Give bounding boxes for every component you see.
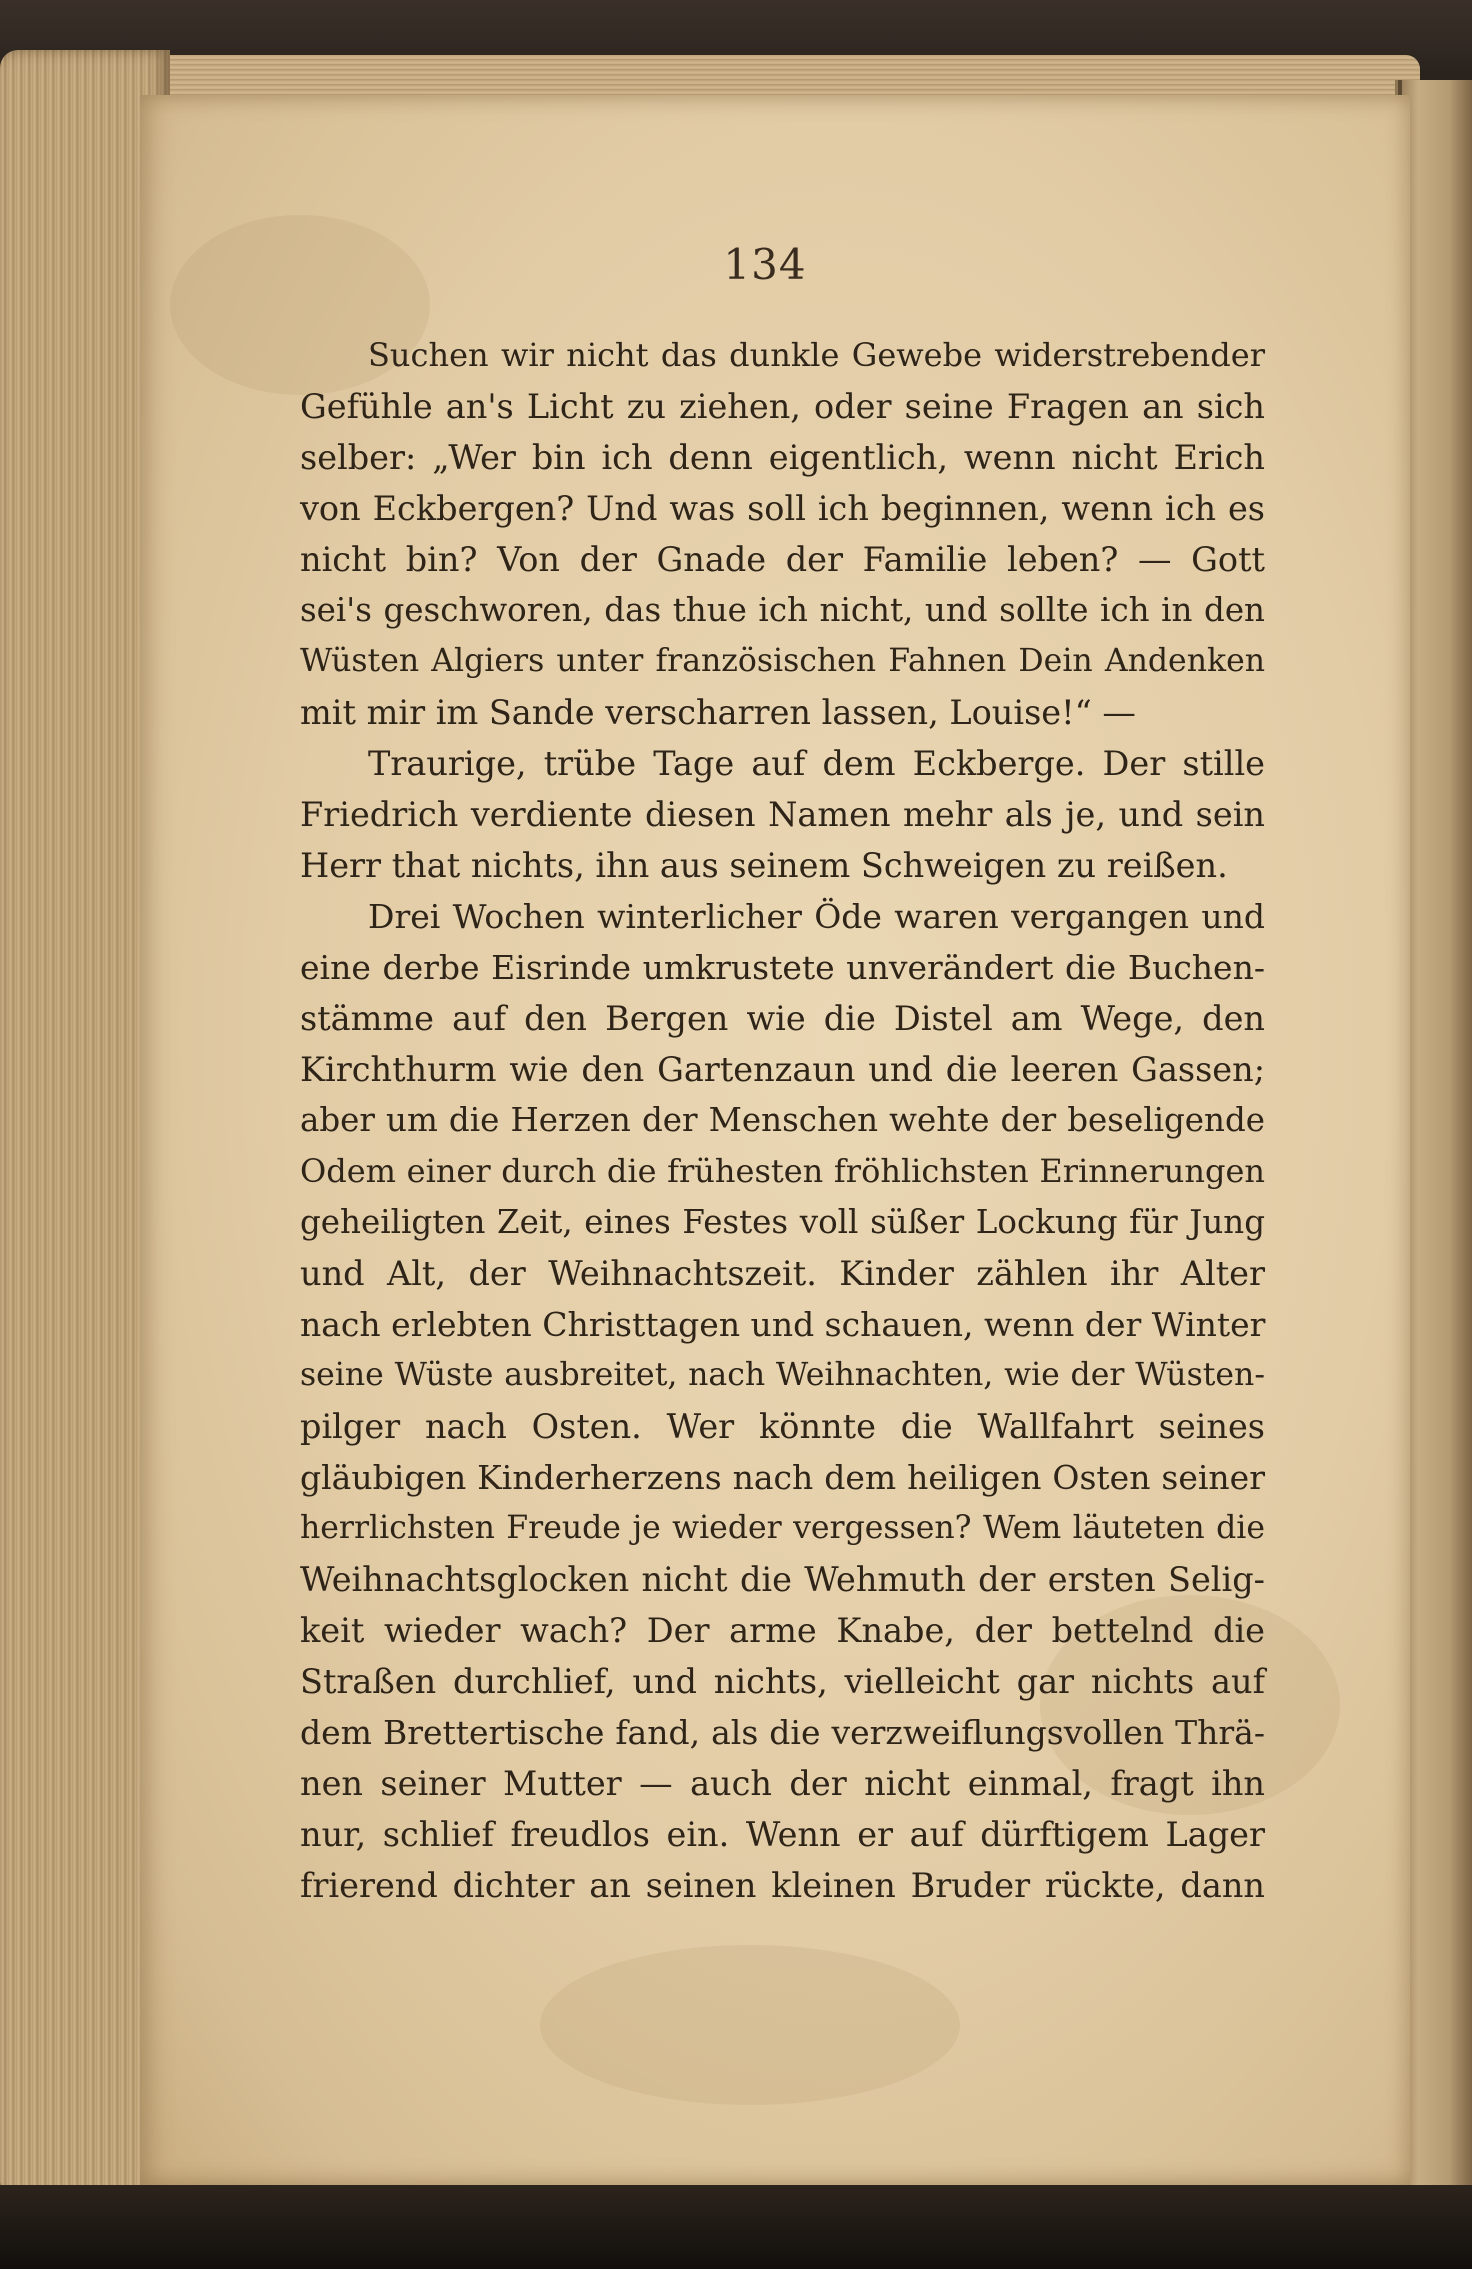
text-line: aber um die Herzen der Menschen wehte der beseligende <box>300 1101 1265 1139</box>
text-line: seine Wüste ausbreitet, nach Weihnachten, wie der Wüsten- <box>300 1357 1265 1393</box>
text-line: Weihnachtsglocken nicht die Wehmuth der ersten Selig- <box>300 1560 1265 1599</box>
text-line: Herr that nichts, ihn aus seinem Schweigen zu reißen. <box>300 846 1228 885</box>
text-line: Gefühle an's Licht zu ziehen, oder seine Fragen an sich <box>300 387 1265 426</box>
text-line: Friedrich verdiente diesen Namen mehr als je, und sein <box>300 795 1265 834</box>
text-line: und Alt, der Weihnachtszeit. Kinder zählen ihr Alter <box>300 1254 1265 1293</box>
paper-stain <box>540 1945 960 2105</box>
text-line: Kirchthurm wie den Gartenzaun und die leeren Gassen; <box>300 1050 1265 1089</box>
text-line: von Eckbergen? Und was soll ich beginnen, wenn ich es <box>300 489 1265 528</box>
text-line: Wüsten Algiers unter französischen Fahnen Dein Andenken <box>300 643 1265 679</box>
page-number: 134 <box>723 240 807 289</box>
text-line: selber: „Wer bin ich denn eigentlich, wenn nicht Erich <box>300 438 1265 477</box>
text-line: Odem einer durch die frühesten fröhlichsten Erinnerungen <box>300 1152 1265 1190</box>
text-line: sei's geschworen, das thue ich nicht, und sollte ich in den <box>300 591 1265 629</box>
text-line: pilger nach Osten. Wer könnte die Wallfahrt seines <box>300 1407 1265 1446</box>
text-line: nicht bin? Von der Gnade der Familie leben? — Gott <box>300 540 1265 579</box>
text-line: frierend dichter an seinen kleinen Bruder rückte, dann <box>300 1866 1265 1905</box>
text-line: dem Brettertische fand, als die verzweiflungsvollen Thrä- <box>300 1713 1265 1752</box>
text-line: Straßen durchlief, und nichts, vielleicht gar nichts auf <box>300 1662 1265 1701</box>
text-line: eine derbe Eisrinde umkrustete unverändert die Buchen- <box>300 948 1265 987</box>
text-line: gläubigen Kinderherzens nach dem heiligen Osten seiner <box>300 1458 1265 1497</box>
text-line: nur, schlief freudlos ein. Wenn er auf dürftigem Lager <box>300 1815 1265 1854</box>
table-surface <box>0 2185 1472 2269</box>
text-line: nen seiner Mutter — auch der nicht einmal, fragt ihn <box>300 1764 1265 1803</box>
text-line: keit wieder wach? Der arme Knabe, der bettelnd die <box>300 1611 1265 1650</box>
text-line: nach erlebten Christtagen und schauen, wenn der Winter <box>300 1305 1266 1344</box>
text-line: stämme auf den Bergen wie die Distel am Wege, den <box>300 999 1265 1038</box>
text-line: geheiligten Zeit, eines Festes voll süßer Lockung für Jung <box>300 1203 1265 1241</box>
text-line: herrlichsten Freude je wieder vergessen? Wem läuteten die <box>300 1510 1265 1546</box>
text-line: Drei Wochen winterlicher Öde waren vergangen und <box>368 897 1265 936</box>
text-line: Traurige, trübe Tage auf dem Eckberge. Der stille <box>368 744 1265 783</box>
text-line: mit mir im Sande verscharren lassen, Louise!“ — <box>300 693 1136 732</box>
text-line: Suchen wir nicht das dunkle Gewebe widerstrebender <box>368 336 1265 374</box>
body-text <box>300 330 1265 1911</box>
